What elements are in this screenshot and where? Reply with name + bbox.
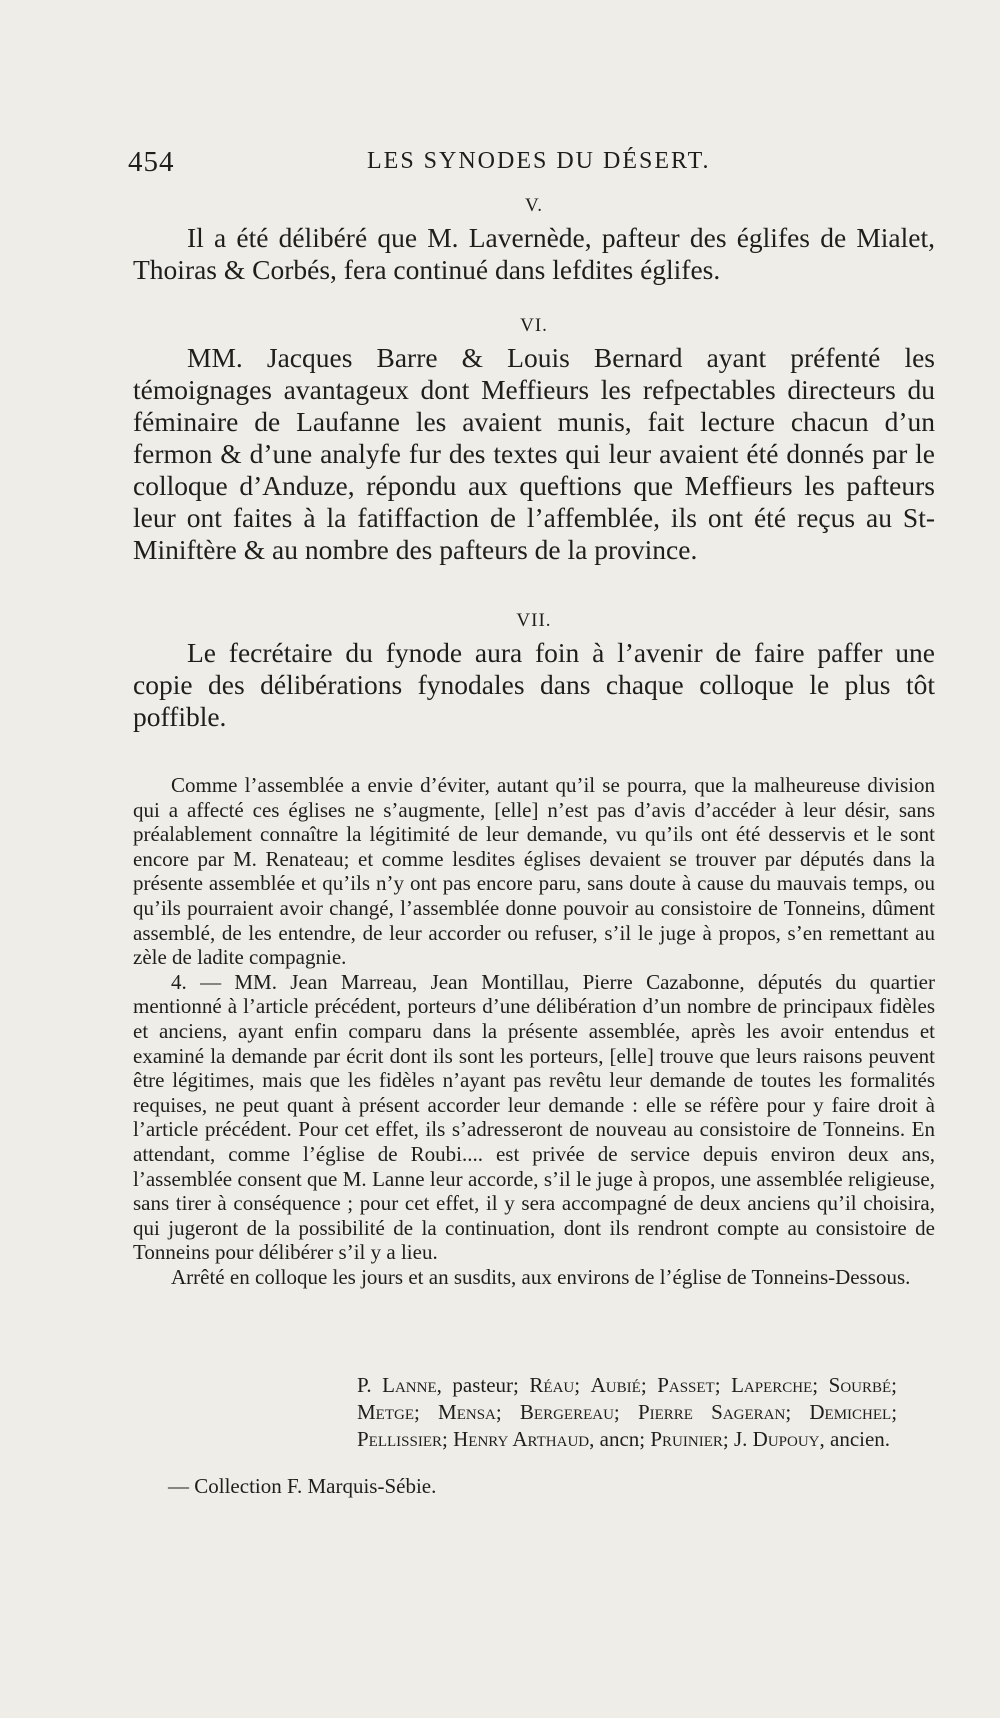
article-5 bbox=[133, 190, 935, 286]
separator: ; bbox=[812, 1373, 829, 1397]
signatory-name: Pierre Sageran bbox=[637, 1400, 786, 1424]
signatory-name: Passet bbox=[657, 1373, 715, 1397]
separator: ; bbox=[414, 1400, 439, 1424]
signatory-name: Metge bbox=[357, 1400, 414, 1424]
separator: ; bbox=[640, 1373, 658, 1397]
article-number: VII. bbox=[516, 610, 552, 631]
separator: ; bbox=[442, 1427, 454, 1451]
separator: ; bbox=[714, 1373, 732, 1397]
signatory-name: Demichel bbox=[809, 1400, 892, 1424]
article-text: Le fecrétaire du fynode aura foin à l’avenir de faire paffer une copie des délibérations fynodales dans chaque colloque le plus tôt poffible. bbox=[133, 637, 935, 732]
separator: ; bbox=[891, 1373, 898, 1397]
separator: ; bbox=[613, 1400, 638, 1424]
signatory-role: , pasteur; bbox=[436, 1373, 530, 1397]
article-7 bbox=[133, 605, 935, 733]
signatory-name: Réau bbox=[529, 1373, 575, 1397]
note-paragraph: Arrêté en colloque les jours et an susdits, aux environs de l’église de Tonneins-Dessous. bbox=[171, 1264, 911, 1289]
signatory-role: , ancien. bbox=[819, 1427, 891, 1451]
article-number: VI. bbox=[520, 315, 548, 336]
signatory-name: Laperche bbox=[731, 1373, 813, 1397]
separator: ; bbox=[785, 1400, 810, 1424]
notes-block bbox=[133, 773, 935, 1289]
article-number: V. bbox=[524, 195, 544, 216]
article-text: MM. Jacques Barre & Louis Bernard ayant préfenté les témoignages avantageux dont Meffieurs les refpectables directeurs du féminaire de Laufanne les avaient munis, fait lecture chacun d’un fermon & d’une analyfe fur des textes qui leur avaient été donnés par le colloque d’Anduze, répondu aux queftions que Meffieurs les pafteurs leur ont faites à la fatiffaction de l’affemblée, ils ont été reçus au St-Miniftère & au nombre des pafteurs de la province. bbox=[133, 342, 935, 565]
separator: ; bbox=[722, 1427, 734, 1451]
signatory-name: Mensa bbox=[438, 1400, 496, 1424]
separator: ; bbox=[495, 1400, 520, 1424]
signatory-role: , ancn; bbox=[589, 1427, 651, 1451]
article-text: Il a été délibéré que M. Lavernède, pafteur des églifes de Mialet, Thoiras & Corbés, fera continué dans lefdites églifes. bbox=[133, 222, 935, 285]
signatory-name: Pellissier bbox=[357, 1427, 443, 1451]
article-6 bbox=[133, 310, 935, 566]
signatory-name: J. Dupouy bbox=[733, 1427, 820, 1451]
running-title: LES SYNODES DU DÉSERT. bbox=[367, 148, 711, 174]
source-citation: — Collection F. Marquis-Sébie. bbox=[168, 1474, 437, 1498]
note-paragraph: 4. — MM. Jean Marreau, Jean Montillau, Pierre Cazabonne, députés du quartier mentionné à l’article précédent, porteurs d’une délibération d’un nombre de principaux fidèles et anciens, ayant enfin comparu dans la présente assemblée, après les avoir entendus et examiné la demande par écrit dont ils sont les porteurs, [elle] trouve que leurs raisons peuvent être légitimes, mais que les fidèles n’ayant pas revêtu leur demande de toutes les formalités requises, ne peut quant à présent accorder leur demande : elle se réfère pour y faire droit à l’article précédent. Pour cet effet, ils s’adresseront de nouveau au consistoire de Tonneins. En attendant, comme l’église de Roubi.... est privée de service depuis environ deux ans, l’assemblée consent que M. Lanne leur accorde, s’il le juge à propos, une assemblée religieuse, sans tirer à conséquence ; pour cet effet, il y sera accompagné de deux anciens qu’il choisira, qui jugeront de la possibilité de la continuation, dont ils rendront compte au consistoire de Tonneins pour délibérer s’il y a lieu. bbox=[133, 969, 935, 1265]
note-paragraph: Comme l’assemblée a envie d’éviter, autant qu’il se pourra, que la malheureuse division qui a affecté ces églises ne s’augmente, [elle] n’est pas d’avis d’accéder à leur désir, sans préalablement connaître la légitimité de leur demande, vu qu’ils ont été desservis et le sont encore par M. Renateau; et comme lesdites églises devaient se trouver par députés dans la présente assemblée et qu’ils n’y ont pas encore paru, sans doute à cause du mauvais temps, ou qu’ils pourraient avoir changé, l’assemblée donne pouvoir au consistoire de Tonneins, dûment assemblé, de les entendre, de leur accorder ou refuser, s’il le juge à propos, s’en remettant au zèle de ladite compagnie. bbox=[133, 773, 935, 970]
signatory-name: Bergereau bbox=[519, 1400, 614, 1424]
signatory-name: Sourbé bbox=[828, 1373, 892, 1397]
signatories bbox=[357, 1372, 897, 1453]
page-header bbox=[0, 146, 1000, 186]
page-number: 454 bbox=[128, 146, 175, 178]
signatory-name: Henry Arthaud bbox=[453, 1427, 590, 1451]
signatory-name: Pruinier bbox=[650, 1427, 723, 1451]
separator: ; bbox=[574, 1373, 591, 1397]
separator: ; bbox=[891, 1400, 898, 1424]
signatory-name: Aubié bbox=[590, 1373, 641, 1397]
signatory-name: P. Lanne bbox=[357, 1373, 437, 1397]
